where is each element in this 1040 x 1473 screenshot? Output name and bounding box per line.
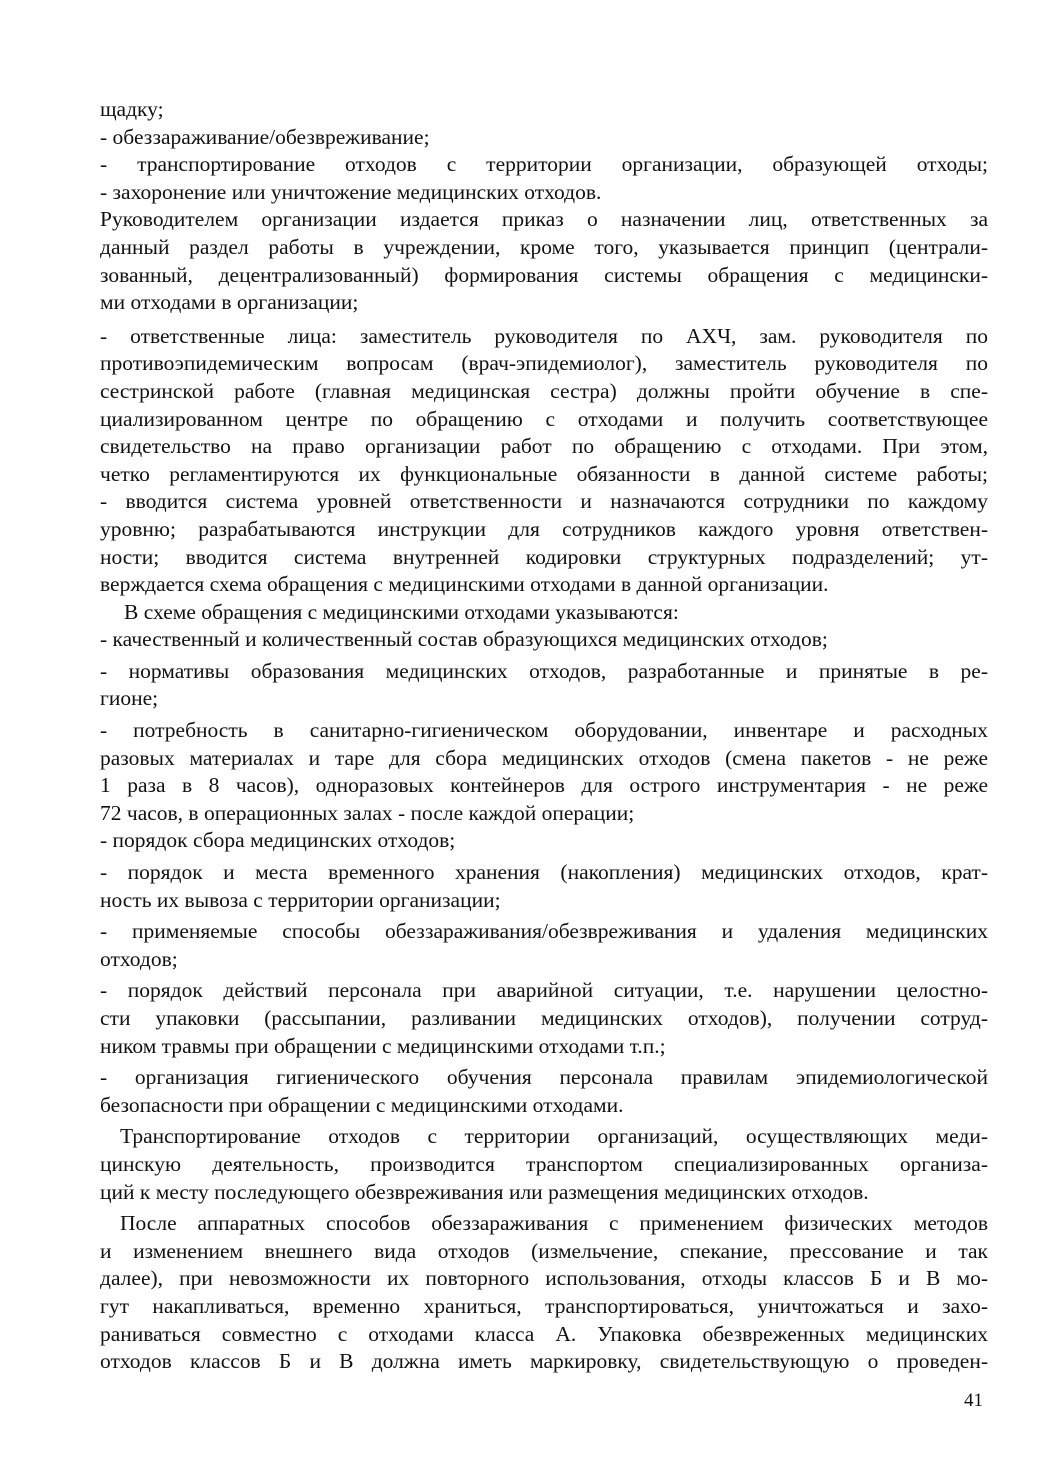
text-line: - порядок сбора медицинских отходов;: [100, 828, 456, 853]
text-line: Руководителем организации издается приказ о назначении лиц, ответственных за: [100, 207, 988, 232]
text-line: раниваться совместно с отходами класса А. Упаковка обезвреженных медицинских: [100, 1321, 988, 1346]
text-line: - потребность в санитарно-гигиеническом оборудовании, инвентаре и расходных: [100, 718, 988, 743]
text-line: четко регламентируются их функциональные обязанности в данной системе работы;: [100, 461, 988, 486]
text-line: цинскую деятельность, производится транспортом специализированных организа-: [100, 1151, 988, 1176]
text-line: разовых материалах и таре для сбора медицинских отходов (смена пакетов - не реже: [100, 745, 988, 770]
text-line: гионе;: [100, 686, 159, 711]
text-line: - организация гигиенического обучения персонала правилам эпидемиологической: [100, 1065, 988, 1090]
text-line: 1 раза в 8 часов), одноразовых контейнеров для острого инструментария - не реже: [100, 773, 988, 798]
text-line: 72 часов, в операционных залах - после каждой операции;: [100, 800, 635, 825]
text-line: - порядок и места временного хранения (накопления) медицинских отходов, крат-: [100, 860, 988, 885]
text-line: - применяемые способы обеззараживания/обезвреживания и удаления медицинских: [100, 919, 988, 944]
text-line: данный раздел работы в учреждении, кроме того, указывается принцип (централи-: [100, 234, 988, 259]
text-line: - обеззараживание/обезвреживание;: [100, 124, 430, 149]
text-line: ность их вывоза с территории организации;: [100, 887, 501, 912]
text-line: зованный, децентрализованный) формирования системы обращения с медицински-: [100, 262, 988, 287]
text-line: ности; вводится система внутренней кодировки структурных подразделений; ут-: [100, 544, 988, 569]
text-line: и изменением внешнего вида отходов (измельчение, спекание, прессование и так: [100, 1238, 988, 1263]
text-line: отходов;: [100, 946, 178, 971]
text-line: безопасности при обращении с медицинскими отходами.: [100, 1092, 624, 1117]
text-line: После аппаратных способов обеззараживания с применением физических методов: [120, 1211, 988, 1236]
text-line: - транспортирование отходов с территории организации, образующей отходы;: [100, 152, 988, 177]
text-line: гут накапливаться, временно храниться, транспортироваться, уничтожаться и захо-: [100, 1293, 988, 1318]
text-line: сестринской работе (главная медицинская сестра) должны пройти обучение в спе-: [100, 378, 988, 403]
text-line: отходов классов Б и В должна иметь маркировку, свидетельствующую о проведен-: [100, 1349, 988, 1374]
text-line: противоэпидемическим вопросам (врач-эпидемиолог), заместитель руководителя по: [100, 351, 988, 376]
text-line: верждается схема обращения с медицинскими отходами в данной организации.: [100, 572, 829, 597]
text-line: ником травмы при обращении с медицинскими отходами т.п.;: [100, 1033, 666, 1058]
text-line: - вводится система уровней ответственности и назначаются сотрудники по каждому: [100, 489, 988, 514]
page-number: 41: [964, 1390, 983, 1411]
text-line: В схеме обращения с медицинскими отходами указываются:: [124, 599, 679, 624]
text-line: - захоронение или уничтожение медицинских отходов.: [100, 179, 602, 204]
text-line: - качественный и количественный состав образующихся медицинских отходов;: [100, 627, 828, 652]
text-line: сти упаковки (рассыпании, разливании медицинских отходов), получении сотруд-: [100, 1006, 988, 1030]
text-line: - порядок действий персонала при аварийной ситуации, т.е. нарушении целостно-: [100, 978, 988, 1003]
page-body: [100, 96, 988, 1376]
text-line: ми отходами в организации;: [100, 290, 359, 315]
text-line: ций к месту последующего обезвреживания или размещения медицинских отходов.: [100, 1179, 869, 1204]
text-line: далее), при невозможности их повторного использования, отходы классов Б и В мо-: [100, 1266, 988, 1291]
text-line: циализированном центре по обращению с отходами и получить соответствующее: [100, 406, 988, 431]
text-line: Транспортирование отходов с территории организаций, осуществляющих меди-: [120, 1124, 988, 1149]
text-line: свидетельство на право организации работ по обращению с отходами. При этом,: [100, 434, 988, 459]
text-line: - нормативы образования медицинских отходов, разработанные и принятые в ре-: [100, 658, 988, 683]
text-line: уровню; разрабатываются инструкции для сотрудников каждого уровня ответствен-: [100, 516, 988, 541]
text-line: - ответственные лица: заместитель руководителя по АХЧ, зам. руководителя по: [100, 323, 988, 348]
text-line: щадку;: [100, 97, 164, 121]
